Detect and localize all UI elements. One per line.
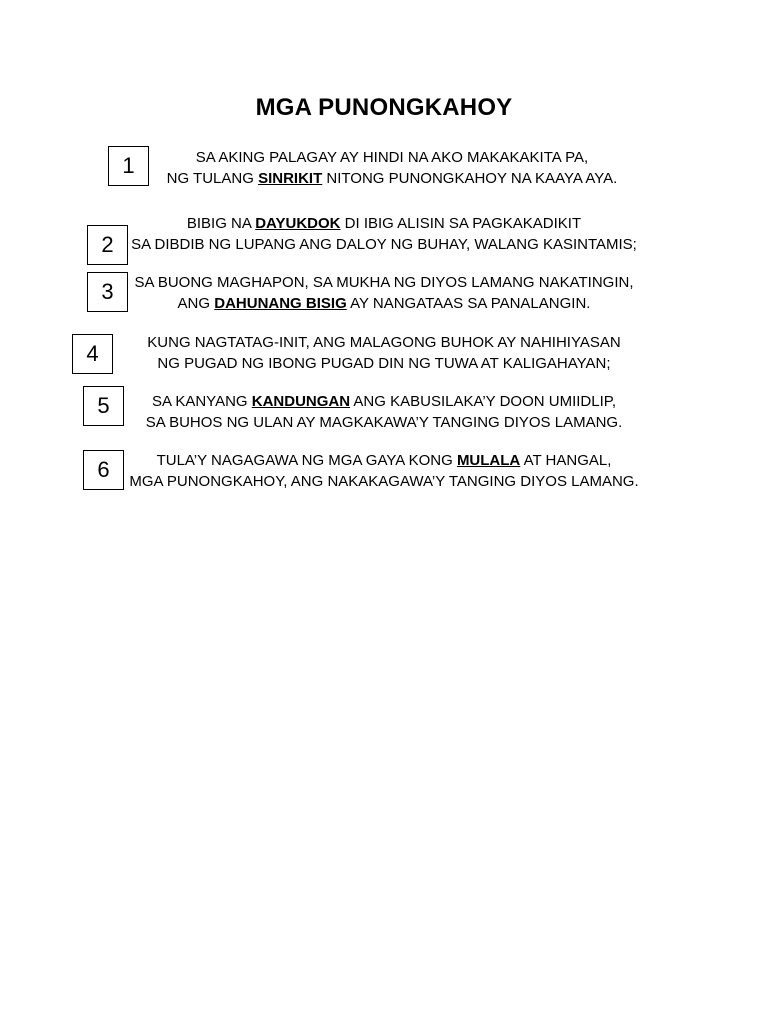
keyword: SINRIKIT (258, 170, 323, 187)
stanza-line (0, 391, 768, 412)
stanza-6 (0, 450, 768, 492)
stanza-number: 5 (97, 393, 110, 418)
stanza-number: 3 (101, 279, 114, 304)
stanza-number: 4 (86, 341, 99, 366)
stanza-line (16, 168, 768, 189)
line-text: MGA PUNONGKAHOY, ANG NAKAKAGAWA’Y TANGING DIYOS LAMANG. (129, 473, 639, 490)
stanza-line (0, 471, 768, 492)
line-text: NG PUGAD NG IBONG PUGAD DIN NG TUWA AT KALIGAHAYAN; (157, 355, 611, 372)
stanza-line (0, 272, 768, 293)
line-text: SA BUONG MAGHAPON, SA MUKHA NG DIYOS LAMANG NAKATINGIN, (134, 274, 634, 291)
page-title: MGA PUNONGKAHOY (255, 94, 513, 121)
line-text: AT HANGAL, (520, 452, 612, 469)
stanza-5 (0, 391, 768, 433)
line-text: ANG KABUSILAKA’Y DOON UMIIDLIP, (350, 393, 616, 410)
keyword: MULALA (456, 452, 521, 469)
stanza-number: 6 (97, 457, 110, 482)
stanza-line (0, 213, 768, 234)
keyword: DAYUKDOK (255, 215, 341, 232)
keyword: KANDUNGAN (251, 393, 351, 410)
stanza-line (0, 450, 768, 471)
line-text: SA DIBDIB NG LUPANG ANG DALOY NG BUHAY, WALANG KASINTAMIS; (131, 236, 637, 253)
stanza-number: 1 (122, 153, 135, 178)
line-text: AY NANGATAAS SA PANALANGIN. (346, 295, 591, 312)
stanza-2 (0, 213, 768, 255)
stanza-1 (0, 147, 768, 189)
line-text: BIBIG NA (186, 215, 256, 232)
stanza-line (0, 412, 768, 433)
stanza-line (0, 332, 768, 353)
line-text: ANG (177, 295, 215, 312)
stanza-4 (0, 332, 768, 374)
keyword: DAHUNANG BISIG (214, 295, 347, 312)
line-text: KUNG NAGTATAG-INIT, ANG MALAGONG BUHOK AY NAHIHIYASAN (147, 334, 621, 351)
line-text: DI IBIG ALISIN SA PAGKAKADIKIT (340, 215, 582, 232)
stanza-3 (0, 272, 768, 314)
stanza-line (0, 293, 768, 314)
stanza-line (0, 353, 768, 374)
line-text: SA KANYANG (151, 393, 252, 410)
line-text: TULA’Y NAGAGAWA NG MGA GAYA KONG (156, 452, 457, 469)
stanza-line (16, 147, 768, 168)
line-text: NG TULANG (166, 170, 259, 187)
stanza-number: 2 (101, 232, 114, 257)
stanza-line (0, 234, 768, 255)
line-text: SA AKING PALAGAY AY HINDI NA AKO MAKAKAKITA PA, (195, 149, 589, 166)
line-text: SA BUHOS NG ULAN AY MAGKAKAWA’Y TANGING DIYOS LAMANG. (145, 414, 623, 431)
line-text: NITONG PUNONGKAHOY NA KAAYA AYA. (322, 170, 618, 187)
